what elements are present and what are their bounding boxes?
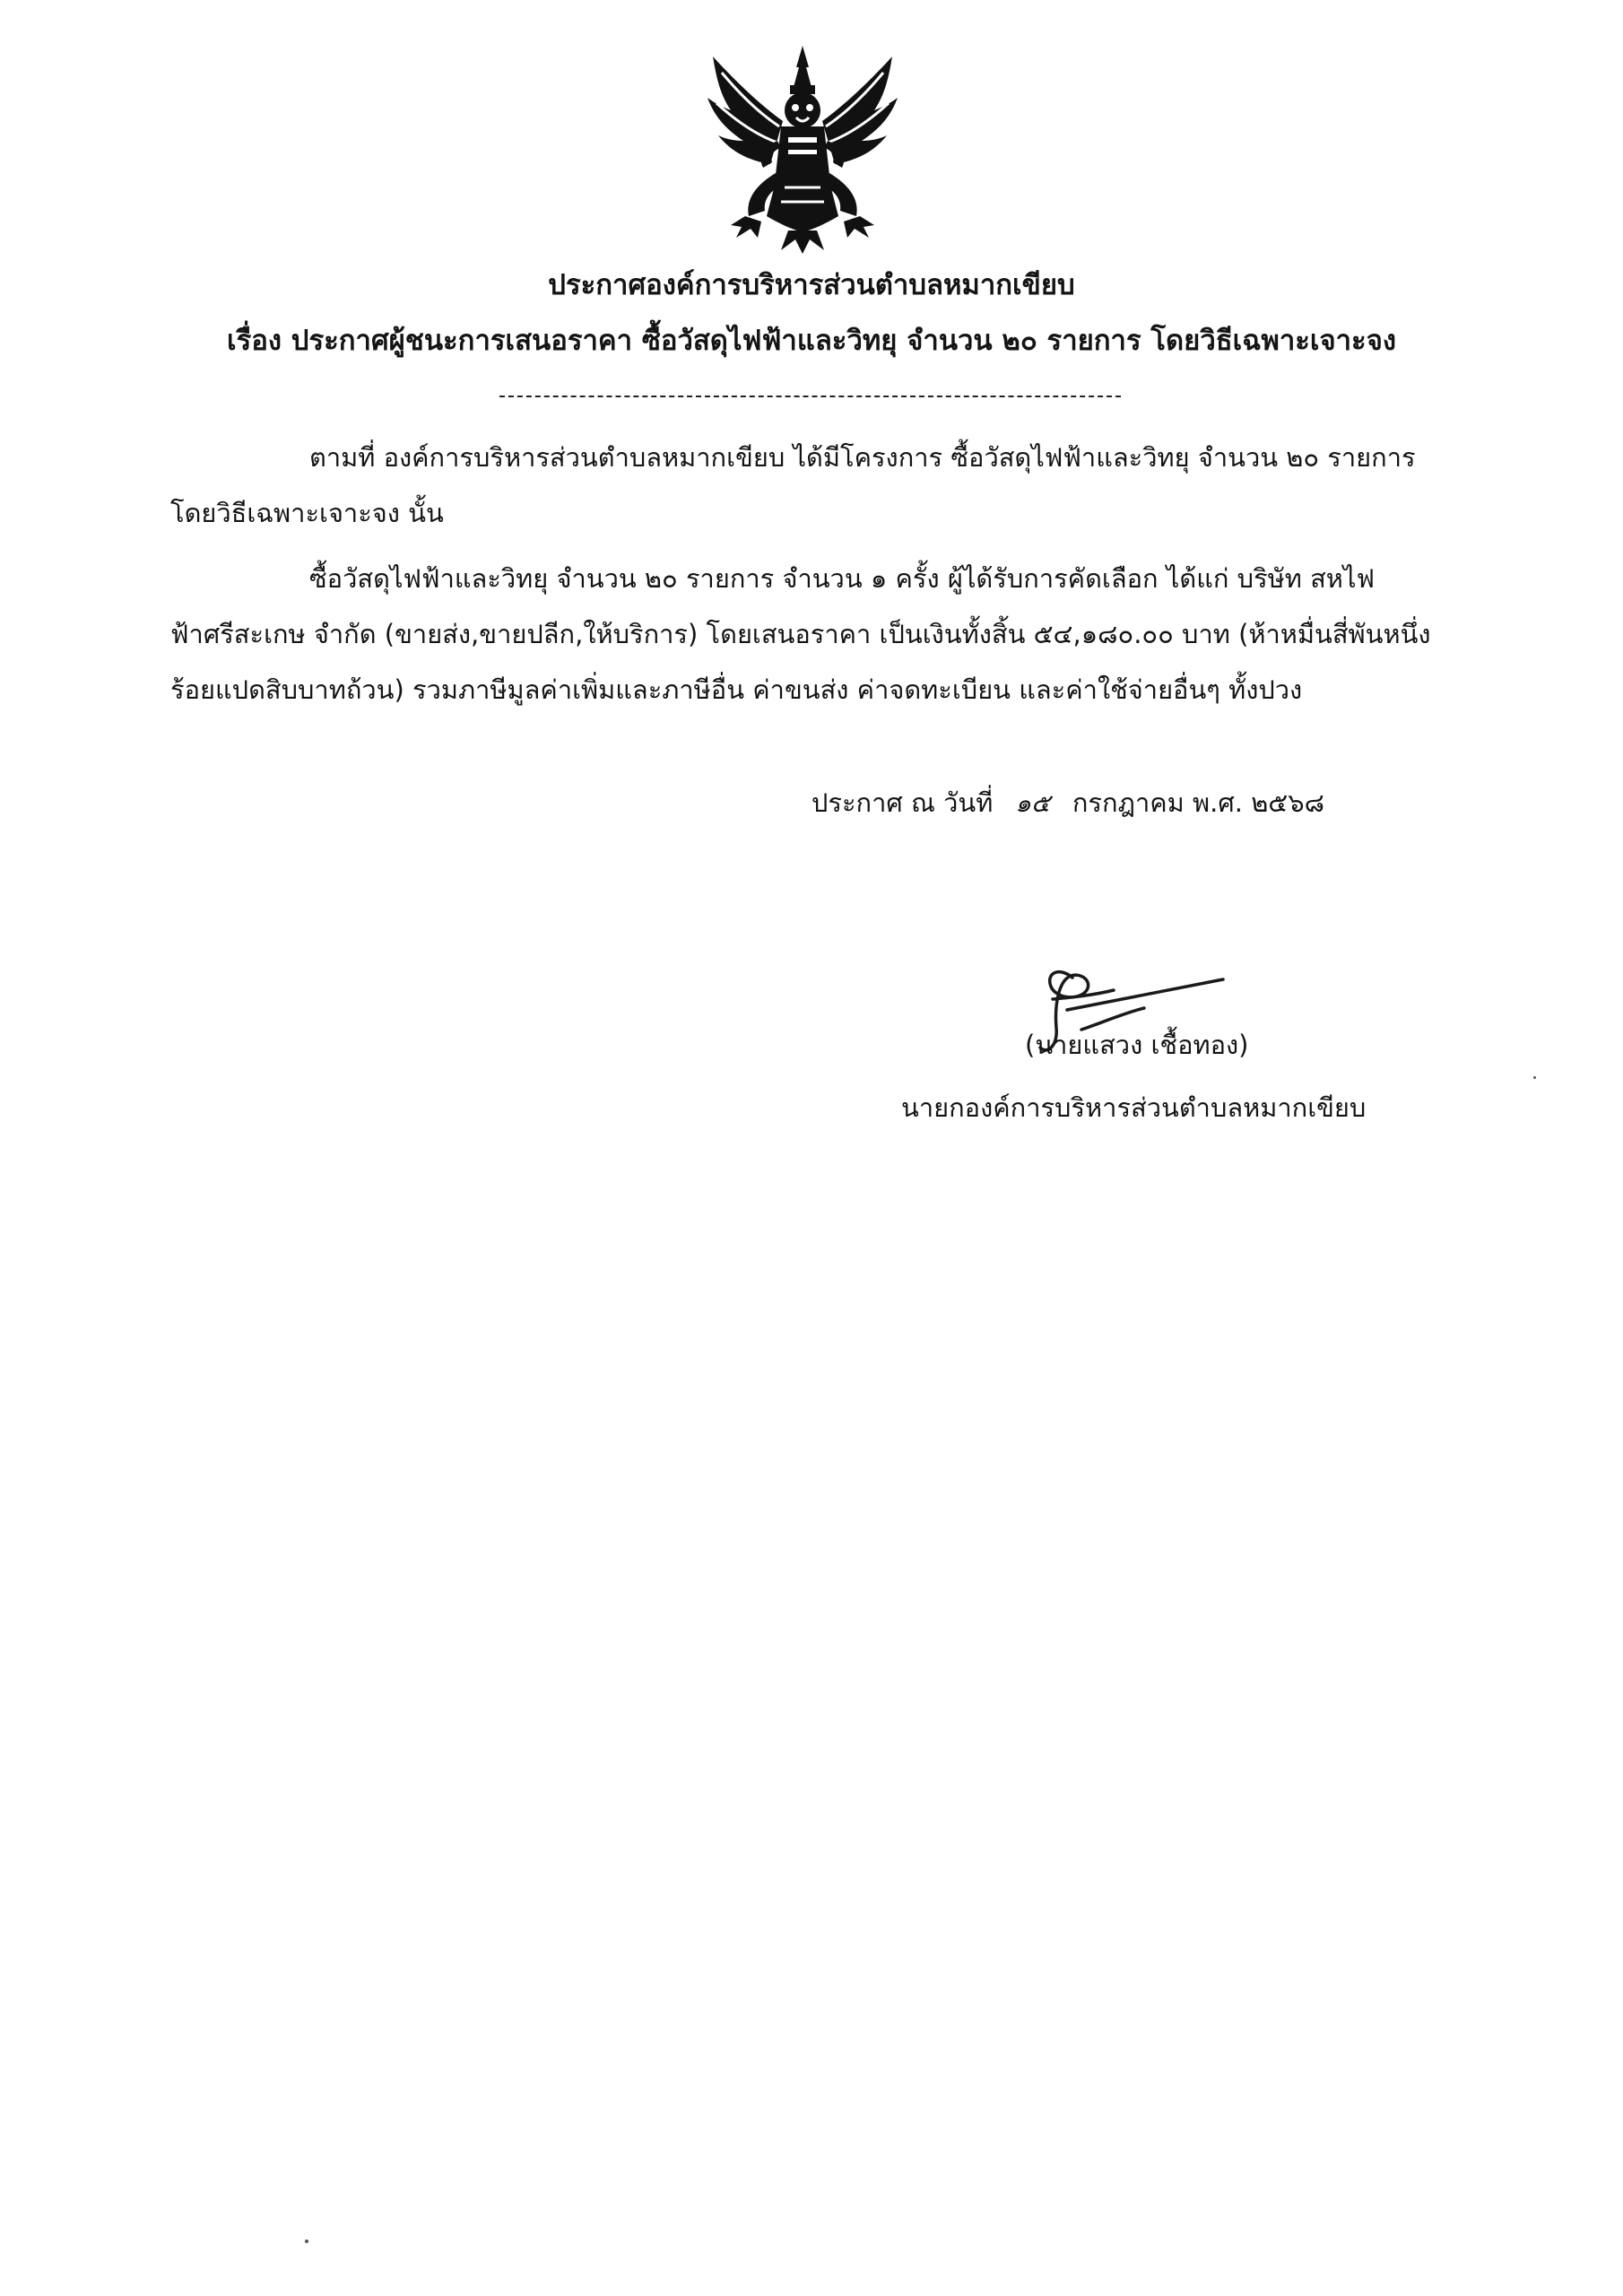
announcement-date (812, 785, 1324, 822)
signer-position: นายกองค์การบริหารส่วนตำบลหมากเขียบ (901, 1092, 1367, 1123)
signer-name: (นายแสวง เชื้อทอง) (1025, 1030, 1249, 1060)
date-prefix: ประกาศ ณ วันที่ (812, 787, 994, 818)
scan-speck (1533, 1076, 1536, 1079)
paragraph-2-line-3: ร้อยแปดสิบบาทถ้วน) รวมภาษีมูลค่าเพิ่มและภาษีอื่น ค่าขนส่ง ค่าจดทะเบียน และค่าใช้จ่ายอื่นๆ ทั้งปวง (170, 674, 1303, 705)
announcement-subject: เรื่อง ประกาศผู้ชนะการเสนอราคา ซื้อวัสดุไฟฟ้าและวิทยุ จำนวน ๒๐ รายการ โดยวิธีเฉพาะเจาะจง (227, 325, 1396, 357)
paragraph-2-line-2: ฟ้าศรีสะเกษ จำกัด (ขายส่ง,ขายปลีก,ให้บริการ) โดยเสนอราคา เป็นเงินทั้งสิ้น ๕๔,๑๘๐.๐๐ บาท (ห้าหมื่นสี่พันหนึ่ง (170, 619, 1431, 649)
date-day-handwritten: ๑๕ (1015, 788, 1051, 818)
garuda-emblem-icon (695, 40, 910, 256)
paragraph-1-line-1: ตามที่ องค์การบริหารส่วนตำบลหมากเขียบ ได้มีโครงการ ซื้อวัสดุไฟฟ้าและวิทยุ จำนวน ๒๐ รายการ (309, 442, 1416, 473)
scan-speck (305, 2239, 308, 2243)
title-divider (499, 396, 1121, 397)
date-month-year: กรกฎาคม พ.ศ. ๒๕๖๘ (1072, 787, 1325, 818)
paragraph-1-line-2: โดยวิธีเฉพาะเจาะจง นั้น (170, 498, 444, 528)
announcement-title: ประกาศองค์การบริหารส่วนตำบลหมากเขียบ (548, 269, 1075, 301)
paragraph-2-line-1: ซื้อวัสดุไฟฟ้าและวิทยุ จำนวน ๒๐ รายการ จำนวน ๑ ครั้ง ผู้ได้รับการคัดเลือก ได้แก่ บริษัท สหไฟ (309, 563, 1376, 594)
